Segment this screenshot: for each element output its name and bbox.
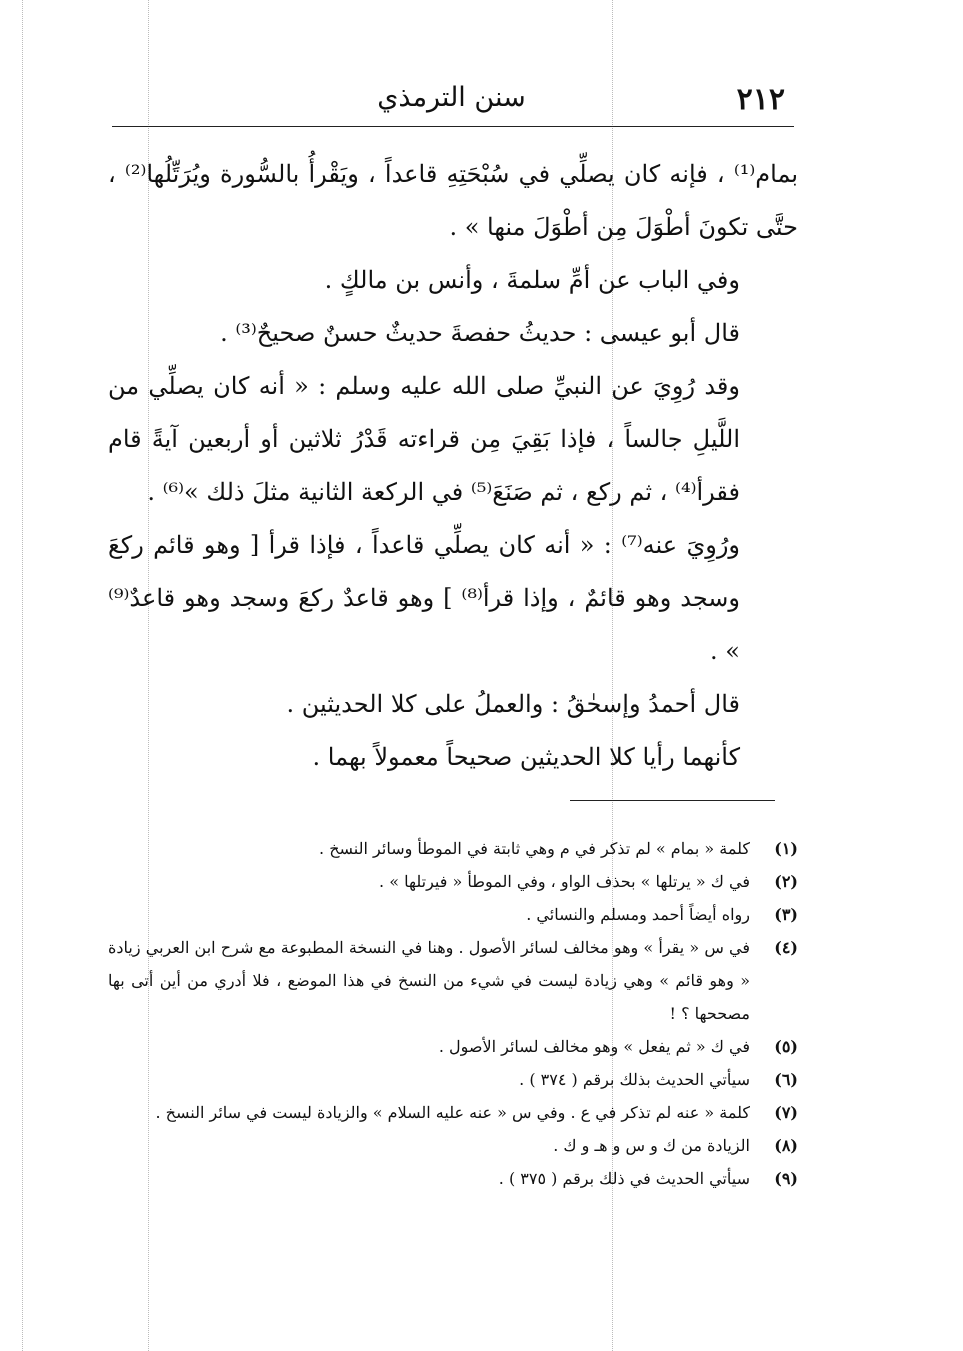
footnote-text: كلمة « عنه لم تذكر في ع . وفي س « عنه عليه السلام » والزيادة ليست في سائر النسخ . xyxy=(155,1103,750,1122)
footnote xyxy=(108,865,798,898)
footnote-number: (٧) xyxy=(774,1103,798,1122)
footnote xyxy=(108,931,798,1030)
footnote xyxy=(108,1162,798,1195)
footnote-text: في ك « يرتلها » بحذف الواو ، وفي الموطأ « فيرتلها » . xyxy=(379,872,750,891)
footnote-number: (٦) xyxy=(774,1070,798,1089)
paragraph: بمام⁽¹⁾ ، فإنه كان يصلِّي في سُبْحَتِهِ قاعداً ، ويَقْرأُ بالسُّورة ويُرَتِّلُها⁽²⁾ ، حتَّى تكونَ أطْوَلَ مِن أطْوَلَ منها » . xyxy=(108,160,798,241)
footnote-number: (٣) xyxy=(774,905,798,924)
paragraph: وفي الباب عن أمِّ سلمةَ ، وأنس بن مالكٍ . xyxy=(324,266,740,294)
footnote-text: سيأتي الحديث بذلك برقم ( ٣٧٤ ) . xyxy=(519,1070,750,1089)
footnote-text: كلمة « بمام » لم تذكر في م وهي ثابتة في الموطأ وسائر النسخ . xyxy=(319,839,750,858)
main-text xyxy=(108,148,798,784)
footnote-text: سيأتي الحديث في ذلك برقم ( ٣٧٥ ) . xyxy=(498,1169,750,1188)
header-rule xyxy=(112,126,794,127)
paragraph: وقد رُوِيَ عن النبيِّ صلى الله عليه وسلم : « أنه كان يصلِّي من اللَّيلِ جالساً ، فإذا بَقِيَ مِن قراءته قَدْرُ ثلاثين أو أربعين آيةً قام فقرأ⁽⁴⁾ ، ثم ركع ، ثم صَنَعَ⁽⁵⁾ في الركعة الثانية مثلَ ذلك »⁽⁶⁾ . xyxy=(108,372,740,506)
footnotes xyxy=(108,832,798,1195)
footnote-number: (٩) xyxy=(774,1169,798,1188)
footnote-number: (٥) xyxy=(774,1037,798,1056)
footnote xyxy=(108,1030,798,1063)
paragraph: قال أحمدُ وإسحٰقُ : والعملُ على كلا الحديثين . xyxy=(286,690,740,718)
footnote-text: في س « يقرأ » وهو مخالف لسائر الأصول . وهنا في النسخة المطبوعة مع شرح ابن العربي زيادة « وهو قائم » وهي زيادة ليست في شيء من النسخ في هذا الموضع ، فلا أدري من أين أتى بها مصححها ؟ ! xyxy=(108,938,750,1023)
footnote xyxy=(108,898,798,931)
footnote-text: رواه أيضاً أحمد ومسلم والنسائي . xyxy=(526,905,750,924)
footnote xyxy=(108,1129,798,1162)
footnote-text: الزيادة من ك و س و هـ و ك . xyxy=(553,1136,750,1155)
footnote xyxy=(108,1096,798,1129)
page-number: ٢١٢ xyxy=(736,82,785,117)
footnote-number: (٤) xyxy=(774,938,798,957)
paragraph: كأنهما رأيا كلا الحديثين صحيحاً معمولاً بهما . xyxy=(312,743,740,771)
footnote xyxy=(108,1063,798,1096)
footnote-number: (٢) xyxy=(774,872,798,891)
page-header xyxy=(110,82,793,122)
footnote-number: (٨) xyxy=(774,1136,798,1155)
footnote xyxy=(108,832,798,865)
margin-guide-line xyxy=(22,0,23,1351)
footnote-separator xyxy=(570,800,775,801)
paragraph: قال أبو عيسى : حديثُ حفصةَ حديثٌ حسنٌ صحيحٌ⁽³⁾ . xyxy=(220,319,740,347)
paragraph: ورُوِيَ عنه⁽⁷⁾ : « أنه كان يصلِّي قاعداً ، فإذا قرأ [ وهو قائم ركعَ وسجد وهو قائمٌ ، وإذا قرأ⁽⁸⁾ ] وهو قاعدٌ ركعَ وسجد وهو قاعدٌ⁽⁹⁾ » . xyxy=(108,531,741,665)
running-title: سنن الترمذي xyxy=(377,82,526,113)
footnote-number: (١) xyxy=(774,839,798,858)
footnote-text: في ك « ثم يفعل » وهو مخالف لسائر الأصول . xyxy=(438,1037,750,1056)
